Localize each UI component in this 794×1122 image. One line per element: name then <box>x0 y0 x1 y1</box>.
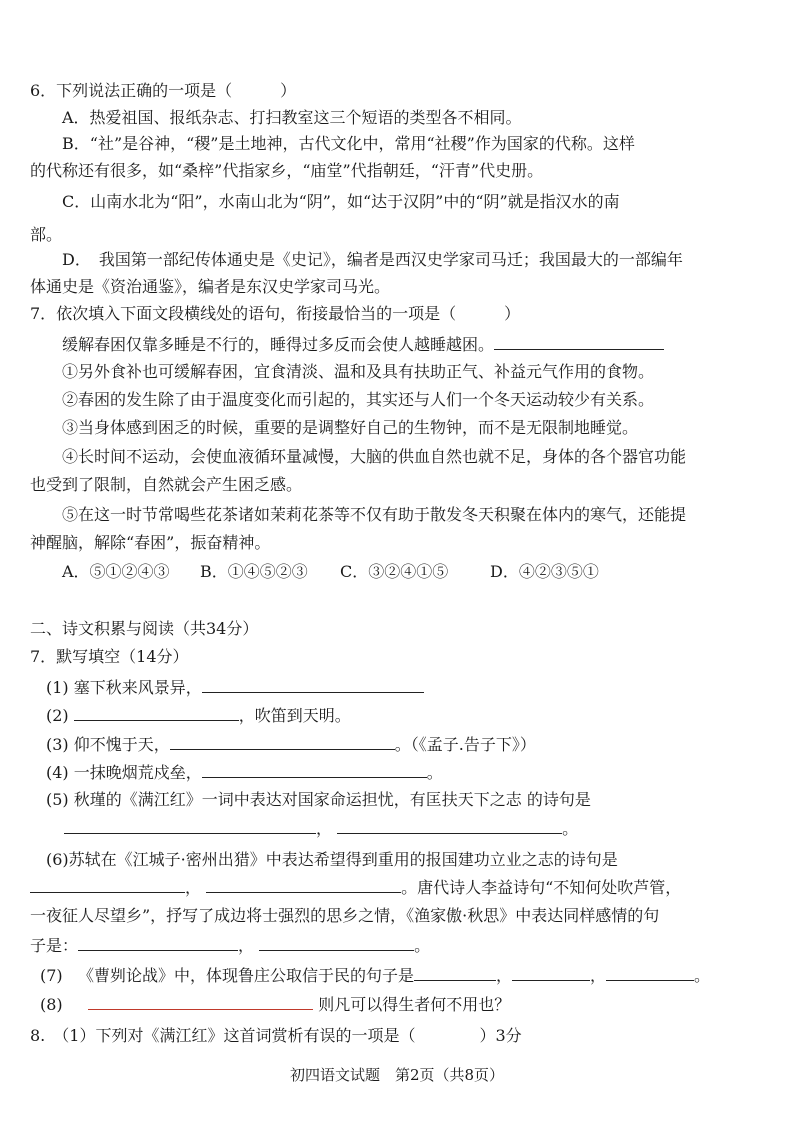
q7-sentence-5-line1: ⑤在这一时节常喝些花茶诸如茉莉花茶等不仅有助于散发冬天积聚在体内的寒气，还能提 <box>62 505 687 524</box>
q6-stem: 6．下列说法正确的一项是（ ） <box>30 81 297 100</box>
fill-item-5-answers: ， 。 <box>64 817 578 840</box>
q7-option-c[interactable]: C．③②④①⑤ <box>340 562 449 581</box>
fill-item-8: (8) 则凡可以得生者何不用也？ <box>40 995 511 1014</box>
q7-answer-blank[interactable] <box>494 333 664 350</box>
fill-item-6-line2: ， 。唐代诗人李益诗句“不知何处吹芦管， <box>30 876 681 899</box>
fill-blank-7a[interactable] <box>414 964 496 981</box>
fill-blank-7c[interactable] <box>606 964 694 981</box>
fill-blank-7b[interactable] <box>512 964 590 981</box>
fill-item-3: (3) 仰不愧于天， 。（《孟子.告子下》） <box>46 735 536 754</box>
q7-option-b[interactable]: B．①④⑤②③ <box>200 562 308 581</box>
q6-option-a: A．热爱祖国、报纸杂志、打扫教室这三个短语的类型各不相同。 <box>62 108 522 127</box>
fill-item-6-line3: 一夜征人尽望乡”，抒写了成边将士强烈的思乡之情，《渔家傲·秋思》中表达同样感情的句 <box>30 906 660 925</box>
q7-fill-title: 7．默写填空（14分） <box>30 647 189 666</box>
fill-item-6-line1: (6)苏轼在《江城子·密州出猎》中表达希望得到重用的报国建功立业之志的诗句是 <box>46 850 618 869</box>
fill-blank-8[interactable] <box>88 993 313 1010</box>
q7-intro: 缓解春困仅靠多睡是不行的，睡得过多反而会使人越睡越困。 <box>62 333 664 356</box>
fill-blank-6b[interactable] <box>206 876 401 893</box>
q6-option-b-line1: B．“社”是谷神，“稷”是土地神，古代文化中，常用“社稷”作为国家的代称。这样 <box>62 134 635 153</box>
q7-stem: 7．依次填入下面文段横线处的语句，衔接最恰当的一项是（ ） <box>30 304 521 323</box>
fill-item-1: (1) 塞下秋来风景异， <box>46 676 424 699</box>
fill-item-6-line4: 子是： ， 。 <box>30 936 431 955</box>
q7-sentence-1: ①另外食补也可缓解春困，宜食清淡、温和及具有扶助正气、补益元气作用的食物。 <box>62 362 655 381</box>
section-2-title: 二、诗文积累与阅读（共34分） <box>30 619 259 638</box>
fill-blank-6d[interactable] <box>259 934 414 951</box>
q6-option-c-line1: C．山南水北为“阳”，水南山北为“阴”，如“达于汉阴”中的“阴”就是指汉水的南 <box>62 192 620 211</box>
q7-sentence-4-line2: 也受到了限制，自然就会产生困乏感。 <box>30 475 303 494</box>
q7-sentence-4-line1: ④长时间不运动，会使血液循环量减慢，大脑的供血自然也就不足，身体的各个器官功能 <box>62 447 687 466</box>
fill-item-5: (5) 秋瑾的《满江红》一词中表达对国家命运担忧，有匡扶天下之志 的诗句是 <box>46 790 591 809</box>
page-footer: 初四语文试题 第2页（共8页） <box>289 1066 505 1084</box>
q7-option-a[interactable]: A．⑤①②④③ <box>62 562 170 581</box>
q8-stem: 8. （1）下列对《满江红》这首词赏析有误的一项是（ ）3分 <box>30 1026 522 1045</box>
q7-sentence-5-line2: 神醒脑，解除“春困”，振奋精神。 <box>30 533 271 552</box>
fill-blank-2[interactable] <box>74 704 239 721</box>
fill-blank-4[interactable] <box>202 761 427 778</box>
fill-blank-3[interactable] <box>170 733 395 750</box>
fill-blank-5b[interactable] <box>337 817 562 834</box>
q6-option-d-line1: D． 我国第一部纪传体通史是《史记》，编者是西汉史学家司马迁；我国最大的一部编年 <box>62 250 683 269</box>
fill-item-2: (2) ，吹笛到天明。 <box>46 706 351 725</box>
q7-sentence-2: ②春困的发生除了由于温度变化而引起的，其实还与人们一个冬天运动较少有关系。 <box>62 390 655 409</box>
fill-blank-1[interactable] <box>202 676 424 693</box>
fill-blank-6a[interactable] <box>30 876 185 893</box>
q7-sentence-3: ③当身体感到困乏的时候，重要的是调整好自己的生物钟，而不是无限制地睡觉。 <box>62 418 639 437</box>
q6-option-d-line2: 体通史是《资治通鉴》，编者是东汉史学家司马光。 <box>30 277 391 296</box>
fill-item-4: (4) 一抹晚烟荒戍垒， 。 <box>46 763 443 782</box>
fill-blank-5a[interactable] <box>64 817 316 834</box>
fill-item-7: (7) 《曹刿论战》中，体现鲁庄公取信于民的句子是 ， ， 。 <box>40 966 710 985</box>
q6-option-b-line2: 的代称还有很多，如“桑梓”代指家乡，“庙堂”代指朝廷，“汗青”代史册。 <box>30 161 544 180</box>
q6-option-c-line2: 部。 <box>30 225 63 244</box>
fill-blank-6c[interactable] <box>78 934 238 951</box>
q7-option-d[interactable]: D．④②③⑤① <box>490 562 599 581</box>
